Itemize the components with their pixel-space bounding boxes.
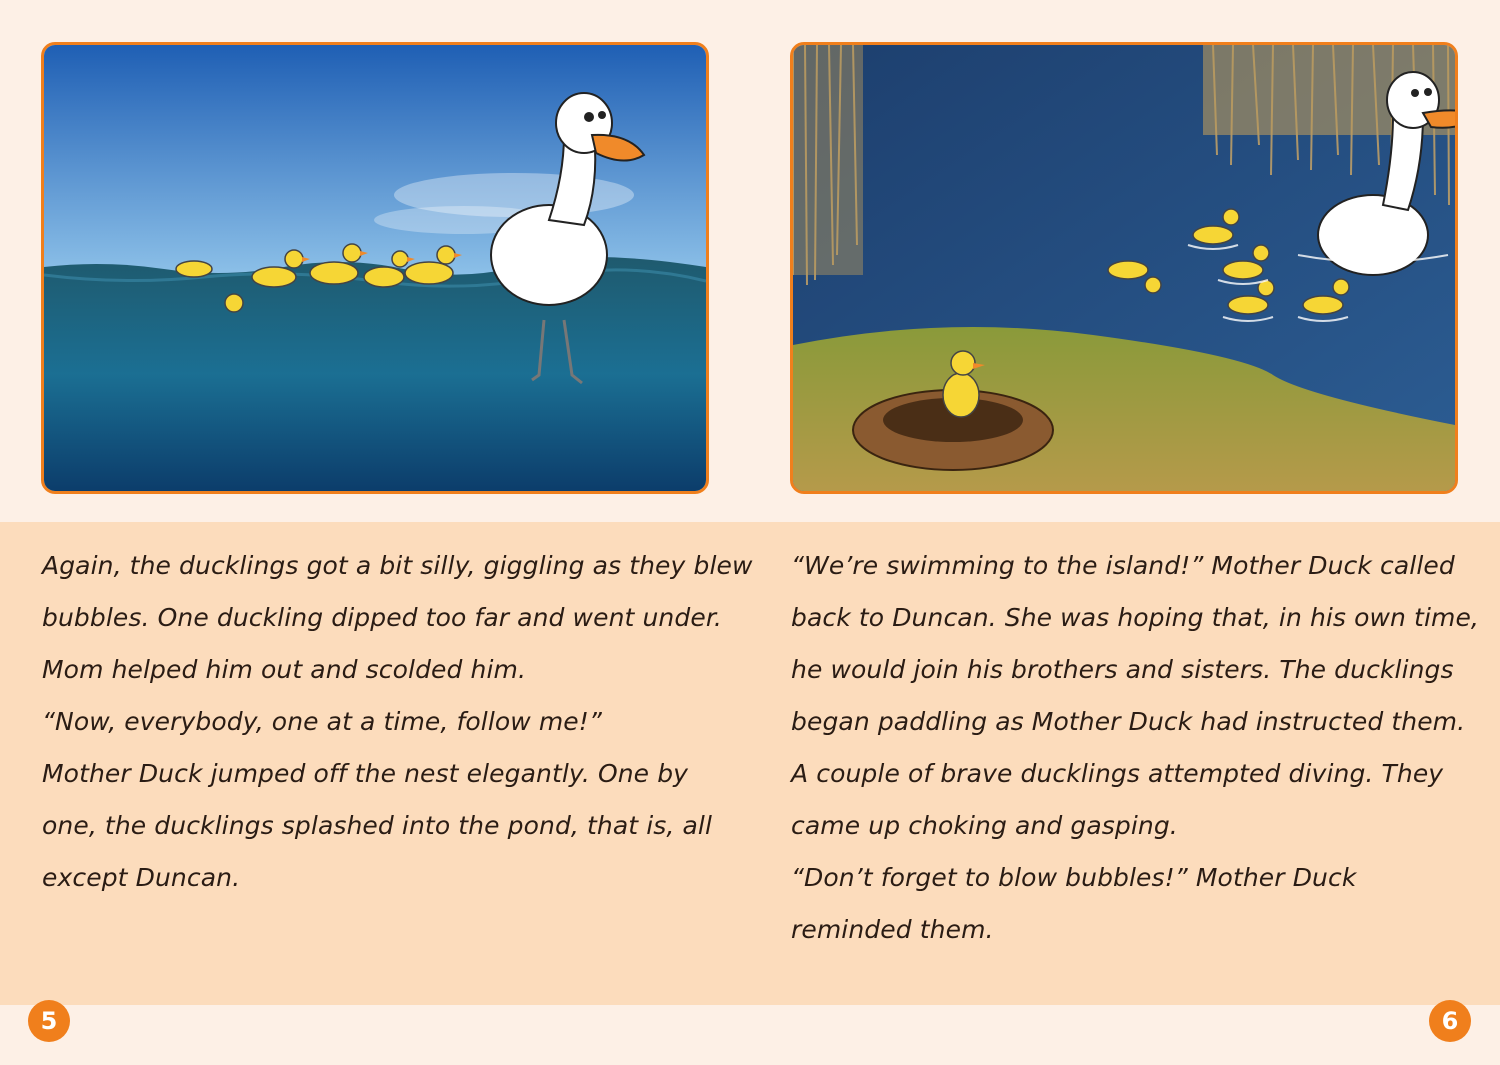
page-number-right: 6 [1429,1000,1471,1042]
text-line: Mother Duck jumped off the nest elegantly. One by [42,759,689,788]
text-line: “Don’t forget to blow bubbles!” Mother Duck [791,863,1357,892]
text-line: began paddling as Mother Duck had instructed them. [791,707,1466,736]
text-line: Again, the ducklings got a bit silly, giggling as they blew [42,551,753,580]
text-line: “We’re swimming to the island!” Mother Duck called [791,551,1455,580]
left-illustration [41,42,709,494]
page-number-left: 5 [28,1000,70,1042]
left-page-text [42,540,753,904]
pond-nest-scene [793,45,1455,491]
text-line: except Duncan. [42,863,241,892]
underwater-duck-scene [44,45,706,491]
text-line: bubbles. One duckling dipped too far and went under. [42,603,722,632]
text-line: he would join his brothers and sisters. The ducklings [791,655,1454,684]
right-page-text [791,540,1479,956]
text-line: A couple of brave ducklings attempted diving. They [791,759,1444,788]
right-illustration [790,42,1458,494]
text-line: Mom helped him out and scolded him. [42,655,527,684]
text-line: “Now, everybody, one at a time, follow me!” [42,707,602,736]
text-line: came up choking and gasping. [791,811,1178,840]
text-line: one, the ducklings splashed into the pond, that is, all [42,811,713,840]
text-line: back to Duncan. She was hoping that, in his own time, [791,603,1479,632]
text-line: reminded them. [791,915,994,944]
